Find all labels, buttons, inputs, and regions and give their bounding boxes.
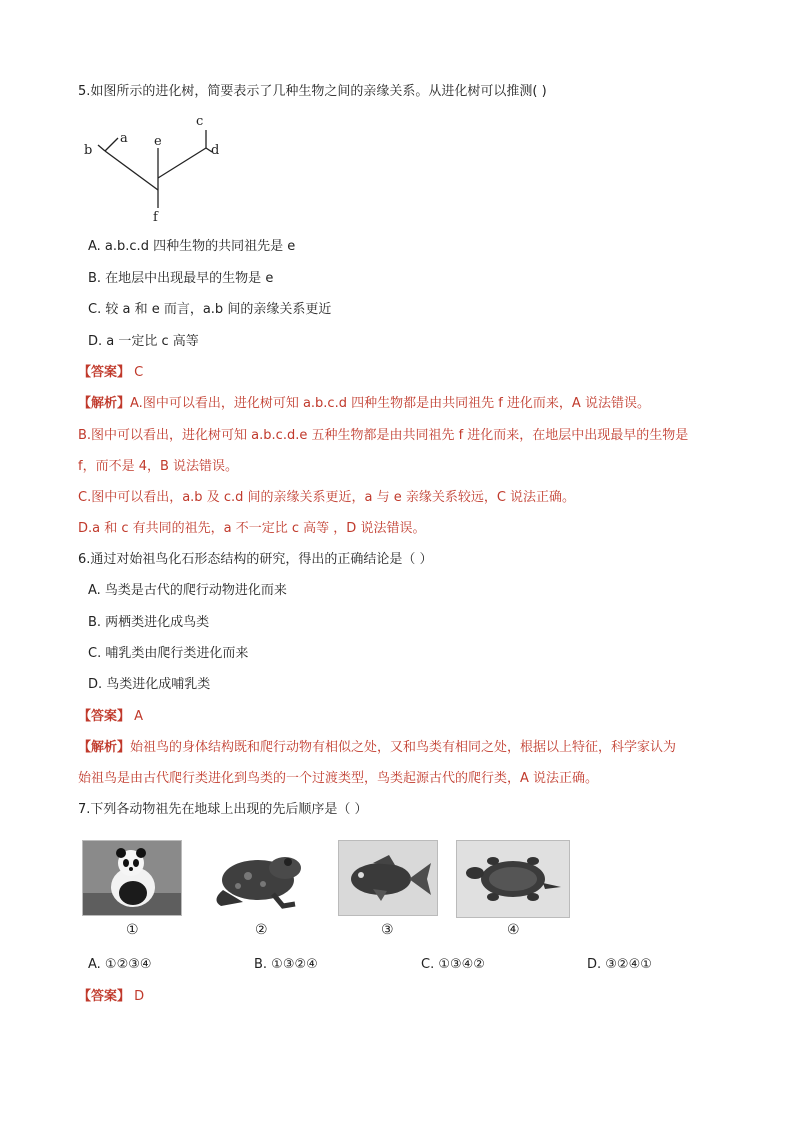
answer-value: D [134, 989, 145, 1004]
q7-choice-a: A. ①②③④ [88, 957, 152, 972]
image-label-2: ② [255, 922, 268, 938]
q7-choice-b: B. ①③②④ [254, 957, 318, 972]
q6-option-b: B. 两栖类进化成鸟类 [88, 615, 210, 630]
answer-tag: 【答案】 [78, 989, 131, 1004]
tree-branch-a [105, 138, 118, 151]
q5-stem: 5.如图所示的进化树，简要表示了几种生物之间的亲缘关系。从进化树可以推测( ) [78, 84, 547, 99]
q6-analysis-1 [78, 739, 676, 757]
q6-option-c: C. 哺乳类由爬行类进化而来 [88, 646, 249, 661]
tree-branch-b [98, 145, 105, 151]
turtle-image [456, 840, 570, 918]
q7-answer [78, 988, 144, 1006]
panda-image [82, 840, 182, 916]
q5-analysis-3: f，而不是 4，B 说法错误。 [78, 459, 239, 474]
q6-analysis-2: 始祖鸟是由古代爬行类进化到鸟类的一个过渡类型，鸟类起源古代的爬行类，A 说法正确。 [78, 771, 599, 786]
q7-choice-d: D. ③②④① [587, 957, 652, 972]
evolution-tree-diagram [78, 108, 248, 226]
q6-stem: 6.通过对始祖鸟化石形态结构的研究，得出的正确结论是（ ） [78, 552, 433, 567]
tree-label-b: b [84, 143, 93, 158]
q5-option-b: B. 在地层中出现最早的生物是 e [88, 271, 274, 286]
answer-tag: 【答案】 [78, 709, 131, 724]
analysis-text: 始祖鸟的身体结构既和爬行动物有相似之处，又和鸟类有相同之处，根据以上特征，科学家认为 [130, 740, 677, 755]
tree-label-c: c [196, 114, 204, 129]
frog-image [203, 840, 311, 914]
q7-stem: 7.下列各动物祖先在地球上出现的先后顺序是（ ） [78, 802, 368, 817]
fish-image [338, 840, 438, 916]
image-label-1: ① [126, 922, 139, 938]
image-label-4: ④ [507, 922, 520, 938]
image-label-3: ③ [381, 922, 394, 938]
analysis-tag: 【解析】 [78, 740, 131, 755]
q6-answer [78, 708, 143, 726]
tree-branch-cd [158, 148, 206, 178]
q7-choice-c: C. ①③④② [421, 957, 485, 972]
analysis-tag: 【解析】 [78, 396, 131, 411]
tree-label-f: f [153, 210, 158, 225]
q5-analysis-5: D.a 和 c 有共同的祖先，a 不一定比 c 高等 ，D 说法错误。 [78, 521, 426, 536]
tree-label-d: d [211, 143, 220, 158]
tree-branch-ab [105, 151, 158, 190]
q5-option-c: C. 较 a 和 e 而言，a.b 间的亲缘关系更近 [88, 302, 332, 317]
q5-analysis-1 [78, 395, 650, 413]
q5-answer [78, 364, 143, 382]
tree-label-e: e [154, 134, 162, 149]
answer-value: C [134, 365, 144, 380]
tree-label-a: a [120, 131, 128, 146]
answer-value: A [134, 709, 144, 724]
answer-tag: 【答案】 [78, 365, 131, 380]
q5-option-d: D. a 一定比 c 高等 [88, 334, 199, 349]
q5-option-a: A. a.b.c.d 四种生物的共同祖先是 e [88, 239, 296, 254]
q6-option-a: A. 鸟类是古代的爬行动物进化而来 [88, 583, 287, 598]
q5-analysis-2: B.图中可以看出，进化树可知 a.b.c.d.e 五种生物都是由共同祖先 f 进化而来，在地层中出现最早的生物是 [78, 428, 689, 443]
analysis-text: A.图中可以看出，进化树可知 a.b.c.d 四种生物都是由共同祖先 f 进化而来，A 说法错误。 [130, 396, 650, 411]
q6-option-d: D. 鸟类进化成哺乳类 [88, 677, 211, 692]
q5-analysis-4: C.图中可以看出，a.b 及 c.d 间的亲缘关系更近，a 与 e 亲缘关系较远，C 说法正确。 [78, 490, 576, 505]
